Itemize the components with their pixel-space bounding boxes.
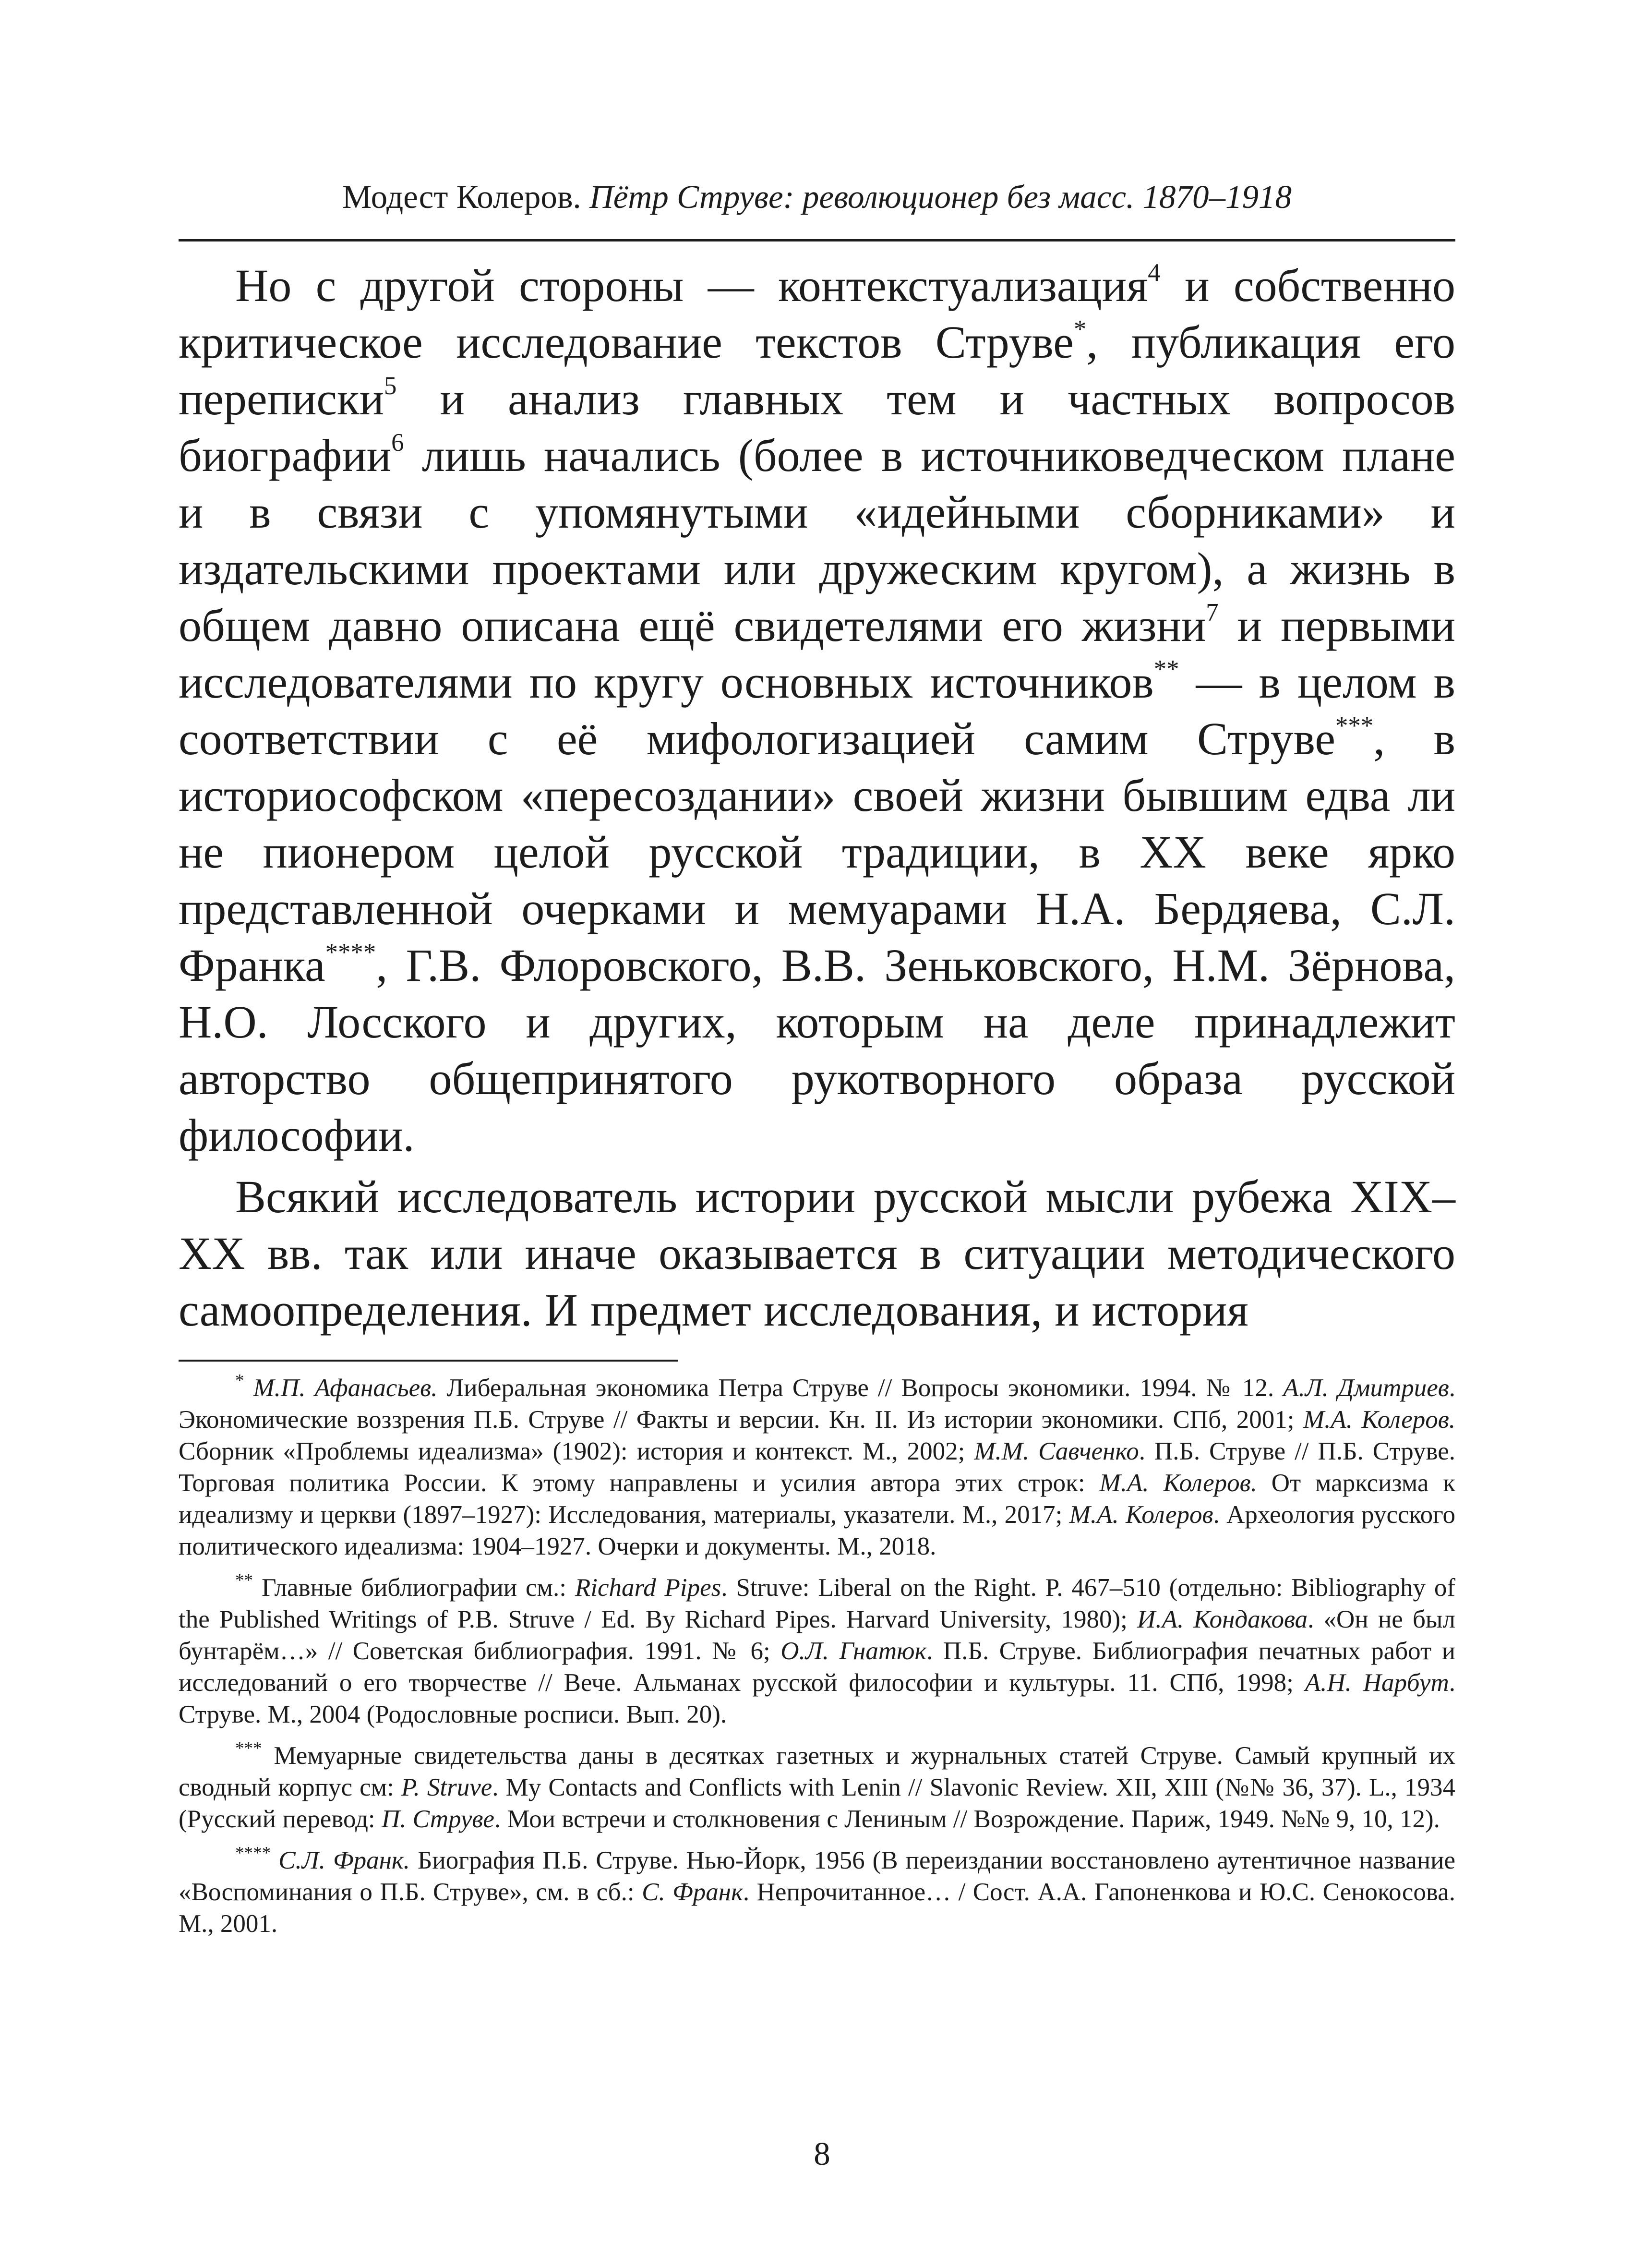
header-rule [179,239,1455,241]
endnote-marker: 6 [391,428,404,457]
footnote-marker: ** [1153,655,1179,683]
footnote-marker: *** [1335,712,1374,740]
text-run: . Struve: Liberal on the Right. P. 467–510 (отдельно: Bibliography of the Published Writings of P.B. Struve / Ed. By Richard Pipes. Harvard University, 1980); [179,1574,1455,1633]
text-run: лишь начались (более в источниковедческом плане и в связи с упомянутыми «идейными сборниками» и издательскими проектами или дружеским кругом), а жизнь в общем давно описана ещё свидетелями его жизни [179,430,1455,651]
main-text [179,257,1455,1339]
endnote-marker: 7 [1206,598,1219,627]
running-head [179,173,1455,221]
endnote-marker: 5 [384,372,397,400]
text-run [271,1846,278,1874]
footnote-mark: *** [235,1738,262,1759]
text-run: . П.Б. Струве. Библиография печатных работ и исследований о его творчестве // Вече. Альманах русской философии и культуры. 11. СПб, 1998; [179,1637,1456,1697]
paragraph-1 [179,257,1455,1164]
author-name: Richard Pipes [575,1574,721,1602]
text-run: Мемуарные свидетельства даны в десятках газетных и журнальных статей Струве. Самый крупный их сводный корпус см: [179,1742,1455,1801]
text-run: . Археология русского политического идеализма: 1904–1927. Очерки и документы. М., 2018. [179,1501,1455,1560]
footnotes [179,1372,1455,1949]
text-run: Главные библиографии см.: [253,1574,575,1602]
text-run: и первыми исследователями по кругу основных источников [179,600,1455,708]
footnote-mark: * [235,1371,244,1391]
text-run: и собственно критическое исследование текстов Струве [179,260,1456,368]
text-run: . Мои встречи и столкновения с Лениным // Возрождение. Париж, 1949. №№ 9, 10, 12). [494,1805,1440,1833]
author-name: А.Н. Нарбут [1305,1669,1449,1697]
footnote-4 [179,1845,1455,1940]
author-name: А.Л. Дмитриев [1283,1374,1449,1402]
text-run: От марксизма к идеализму и церкви (1897–1927): Исследования, материалы, указатели. М., 2017; [179,1469,1456,1529]
paragraph-2: Всякий исследователь истории русской мысли рубежа XIX–XX вв. так или иначе оказывается в ситуации методического самоопределения. И предмет исследования, и история [179,1171,1455,1336]
footnote-1 [179,1372,1455,1562]
author-name: О.Л. Гнатюк [780,1637,927,1665]
footnote-mark: ** [235,1570,253,1591]
page-number: 8 [814,2135,830,2172]
author-name: М.А. Колеров. [1303,1406,1456,1434]
author-name: М.М. Савченко [974,1437,1139,1465]
running-head-title: Пётр Струве: революционер без масс. 1870–1918 [589,179,1292,215]
author-name: М.А. Колеров. [1099,1469,1257,1497]
footnote-2 [179,1572,1455,1730]
footnote-marker: **** [325,938,376,966]
text-run: Биография П.Б. Струве. Нью-Йорк, 1956 (В переиздании восстановлено аутентичное название «Воспоминания о П.Б. Струве», см. в сб.: [179,1846,1455,1906]
footnote-rule [179,1360,678,1362]
text-run [244,1374,253,1402]
footnote-mark: **** [235,1843,271,1863]
author-name: П. Струве [381,1805,494,1833]
text-run: , в историософском «пересоздании» своей жизни бывшим едва ли не пионером целой русской традиции, в XX веке ярко представленной очерками и мемуарами Н.А. Бердяева, С.Л. Франка [179,713,1456,991]
text-run: и анализ главных тем и частных вопросов биографии [179,373,1455,481]
endnote-marker: 4 [1148,258,1161,287]
text-run: Сборник «Проблемы идеализма» (1902): история и контекст. М., 2002; [179,1437,974,1465]
author-name: И.А. Кондакова [1137,1605,1308,1633]
text-run: . My Contacts and Conflicts with Lenin // Slavonic Review. XII, XIII (№№ 36, 37). L., 1934 (Русский перевод: [179,1773,1455,1833]
running-head-author: Модест Колеров. [342,179,581,215]
author-name: P. Struve [401,1773,492,1801]
text-run: . Экономические воззрения П.Б. Струве // Факты и версии. Кн. II. Из истории экономики. СПб, 2001; [179,1374,1456,1434]
text-run: . «Он не был бунтарём…» // Советская библиография. 1991. № 6; [179,1605,1455,1665]
author-name: С. Франк [642,1878,743,1906]
text-run: . Непрочитанное… / Сост. А.А. Гапоненкова и Ю.С. Сенокосова. М., 2001. [179,1878,1455,1938]
text-run: . Струве. М., 2004 (Родословные росписи. Вып. 20). [179,1669,1455,1728]
author-name: С.Л. Франк. [278,1846,410,1874]
text-run: — в целом в соответствии с её мифологизацией самим Струве [179,656,1455,764]
text-run: , Г.В. Флоровского, В.В. Зеньковского, Н.М. Зёрнова, Н.О. Лосского и других, которым на деле принадлежит авторство общепринятого рукотворного образа русской философии. [179,940,1455,1161]
footnote-3 [179,1740,1455,1835]
text-run: , публикация его переписки [179,316,1456,424]
text-run: Но с другой стороны — контекстуализация [235,260,1148,311]
author-name: М.П. Афанасьев. [253,1374,438,1402]
text-run: Либеральная экономика Петра Струве // Вопросы экономики. 1994. № 12. [437,1374,1284,1402]
text-run: . П.Б. Струве // П.Б. Струве. Торговая политика России. К этому направлены и усилия автора этих строк: [179,1437,1455,1497]
author-name: М.А. Колеров [1069,1501,1213,1529]
footnote-marker: * [1073,315,1087,343]
